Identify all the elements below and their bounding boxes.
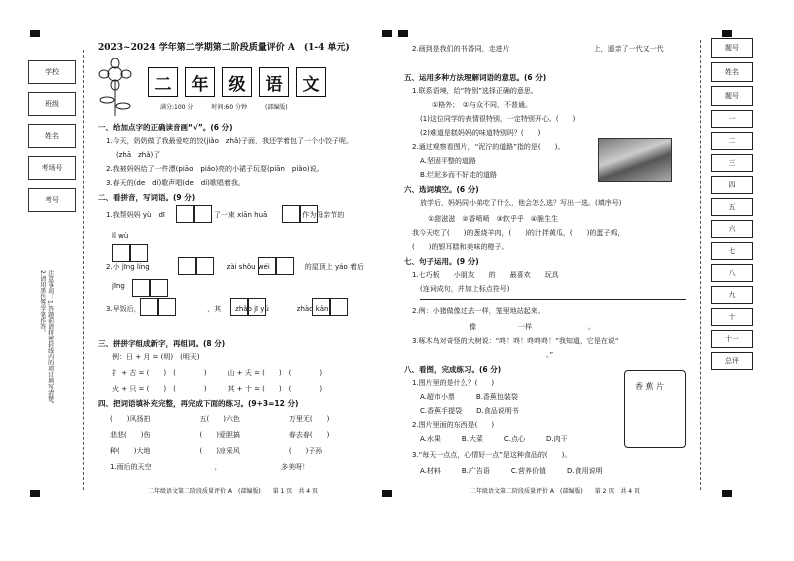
score-row[interactable]: 五 bbox=[711, 198, 753, 216]
grade-char: 语 bbox=[259, 67, 289, 97]
answer-option: A.材料 B.广告语 C.营养价值 D.食用说明 bbox=[420, 467, 603, 475]
registration-mark bbox=[382, 30, 392, 37]
seal-line bbox=[83, 50, 84, 490]
question-text: (2)难道是糕妈妈的味道特别吗？( ) bbox=[420, 129, 541, 137]
writing-grid[interactable] bbox=[330, 298, 348, 316]
registration-mark bbox=[722, 490, 732, 497]
registration-mark bbox=[398, 30, 408, 37]
bag-label: 香 蕉 片 bbox=[635, 382, 665, 391]
question-text: (连词成句，并加上标点符号) bbox=[420, 285, 510, 293]
question-text: (1)这位同学的表情很特别，一定特别开心。( ) bbox=[420, 115, 576, 123]
question-text: jīng bbox=[112, 282, 125, 290]
score-row[interactable]: 十一 bbox=[711, 330, 753, 348]
question-text: 。” bbox=[420, 351, 554, 359]
question-text: 1.七巧板 小朋友 的 最喜欢 玩具 bbox=[412, 271, 559, 279]
school-field[interactable]: 学校 bbox=[28, 60, 76, 84]
notice-text: 注意事项：1.答题前请将密封线内的项目填写清楚。2.请用黑色签字笔作答。 bbox=[38, 270, 54, 408]
question-text: 3.早饭后， ，其 zhǎo jī yú zhào kǎn bbox=[106, 305, 357, 313]
section-title: 四、把词语填补充完整，再完成下面的练习。(9+3=12 分) bbox=[98, 399, 299, 408]
question-text: 1.联系语境，给“特别”选择正确的意思。 bbox=[412, 87, 538, 95]
answer-option: A.坚固平整的道路 bbox=[420, 157, 476, 165]
answer-option: A.超市小票 B.香蕉包装袋 bbox=[420, 393, 518, 401]
flower-decoration-icon bbox=[95, 58, 135, 118]
answer-option: A.水果 B.大菜 C.点心 D.肉干 bbox=[420, 435, 568, 443]
writing-grid[interactable] bbox=[112, 244, 130, 262]
question-text: (zhā zhǎ)了 bbox=[116, 151, 161, 159]
score-table bbox=[711, 38, 753, 374]
writing-grid[interactable] bbox=[230, 298, 248, 316]
writing-grid[interactable] bbox=[176, 205, 194, 223]
seal-line bbox=[700, 40, 701, 490]
question-text: 1.图片里的是什么？( ) bbox=[412, 379, 495, 387]
score-row[interactable]: 二 bbox=[711, 132, 753, 150]
example-text: 例：日 + 月 = (明) (明天) bbox=[112, 353, 200, 361]
word-options: ①甜滋滋 ②香喷喷 ③软乎乎 ④脆生生 bbox=[428, 215, 559, 223]
score-total[interactable]: 总评 bbox=[711, 352, 753, 370]
section-title: 六、选词填空。(6 分) bbox=[404, 185, 479, 194]
class-field[interactable]: 班级 bbox=[28, 92, 76, 116]
writing-grid[interactable] bbox=[178, 257, 196, 275]
question-text: 2.画到是我们的书香同，走进片 上，遥亲了一代又一代 bbox=[412, 45, 664, 53]
question-text: 2.小 jīng líng zài shǒu wéi 的屋顶上 yáo 着后 bbox=[106, 263, 364, 271]
question-text: 3.“每天一点点，心情好一点”是这种食品的( )。 bbox=[412, 451, 572, 459]
student-info-sidebar bbox=[28, 60, 74, 220]
question-text: ①格外； ②与众不同，不普通。 bbox=[432, 101, 533, 109]
question-text: 种( )大地 ( )凉采风 ( )子孙 bbox=[110, 447, 323, 455]
question-text: 1.我帮妈妈 yù dī 了一束 xiān huā 作为母亲节的 bbox=[106, 211, 345, 219]
question-text: 我今天吃了( )的葱烧羊肉，( )的汁拌黄瓜，( )的蛋子鸡， bbox=[412, 229, 625, 237]
writing-grid[interactable] bbox=[194, 205, 212, 223]
score-row[interactable]: 一 bbox=[711, 110, 753, 128]
question-text: 2.例：小猪做像过去一样，笼里地站起来。 bbox=[412, 307, 545, 315]
question-text: 放学后，妈妈同小弟吃了什么，他会怎么选？写出一选。(填序号) bbox=[420, 199, 622, 207]
section-title: 五、运用多种方法理解词语的意思。(6 分) bbox=[404, 73, 547, 82]
question-text: 像 一样 。 bbox=[420, 323, 595, 331]
question-text: 1.今天，奶奶做了我最爱吃的饺(jiǎo zhǎ)子面，我还学着包了一个小饺子呢。 bbox=[106, 137, 354, 145]
question-text: 火 + 只 = ( ) ( ) 其 + 十 = ( ) ( ) bbox=[112, 385, 323, 393]
question-text: 3.啄木鸟对奇怪的大树说：“咚！咚！咚咚咚！”我知道，它是在说“ bbox=[412, 337, 640, 345]
score-row[interactable]: 八 bbox=[711, 264, 753, 282]
section-title: 一、给加点字的正确读音画“√”。(6 分) bbox=[98, 123, 233, 132]
section-title: 八、看图，完成练习。(6 分) bbox=[404, 365, 502, 374]
writing-grid[interactable] bbox=[312, 298, 330, 316]
writing-grid[interactable] bbox=[282, 205, 300, 223]
question-text: 1.雨后的天空 ， 多美呀！ bbox=[110, 463, 310, 471]
score-row[interactable]: 四 bbox=[711, 176, 753, 194]
page-footer: 二年级语文第二阶段质量评价 A (部编版) 第 1 页 共 4 页 bbox=[148, 488, 318, 495]
score-header: 题号 bbox=[711, 86, 753, 106]
writing-grid[interactable] bbox=[248, 298, 266, 316]
score-header: 题号 bbox=[711, 38, 753, 58]
question-text: ( )风扬拍 五( )六色 万里无( ) bbox=[110, 415, 330, 423]
question-text: 悲悲( )伤 ( )爱胆搞 春去春( ) bbox=[110, 431, 330, 439]
question-text: 2.通过观察看图片，“泥泞的道路”指的是( )。 bbox=[412, 143, 565, 151]
registration-mark bbox=[30, 30, 40, 37]
question-text: 3.春天的(de dí)歌声唱(de dí)歌唱着我。 bbox=[106, 179, 245, 187]
registration-mark bbox=[30, 490, 40, 497]
writing-grid[interactable] bbox=[158, 298, 176, 316]
writing-grid[interactable] bbox=[196, 257, 214, 275]
section-title: 二、看拼音，写词语。(9 分) bbox=[98, 193, 196, 202]
section-title: 三、拼拼字组成新字，再组词。(8 分) bbox=[98, 339, 226, 348]
page-footer: 二年级语文第二阶段质量评价 A (部编版) 第 2 页 共 4 页 bbox=[470, 488, 640, 495]
answer-line[interactable] bbox=[420, 299, 686, 300]
snack-bag-picture bbox=[624, 370, 686, 448]
score-row[interactable]: 九 bbox=[711, 286, 753, 304]
answer-option: B.烂泥多而不好走的道路 bbox=[420, 171, 498, 179]
question-text: 2.我被妈妈给了一件漂(piāo piǎo)亮的小裙子玩耍(piān piǎo)说。 bbox=[106, 165, 324, 173]
writing-grid[interactable] bbox=[258, 257, 276, 275]
writing-grid[interactable] bbox=[150, 279, 168, 297]
exam-room-field[interactable]: 考场号 bbox=[28, 156, 76, 180]
answer-option: C.香蕉手提袋 D.食品说明书 bbox=[420, 407, 519, 415]
registration-mark bbox=[722, 30, 732, 37]
score-row[interactable]: 三 bbox=[711, 154, 753, 172]
score-row[interactable]: 十 bbox=[711, 308, 753, 326]
writing-grid[interactable] bbox=[140, 298, 158, 316]
writing-grid[interactable] bbox=[132, 279, 150, 297]
name-field[interactable]: 姓名 bbox=[28, 124, 76, 148]
writing-grid[interactable] bbox=[130, 244, 148, 262]
registration-mark bbox=[382, 490, 392, 497]
grade-char: 级 bbox=[222, 67, 252, 97]
exam-number-field[interactable]: 考号 bbox=[28, 188, 76, 212]
exam-info: 满分:100 分 时间:60 分钟 (部编版) bbox=[160, 104, 288, 111]
question-text: lǐ wù bbox=[112, 232, 129, 240]
score-row[interactable]: 六 bbox=[711, 220, 753, 238]
score-header: 姓名 bbox=[711, 62, 753, 82]
question-text: 2.图片里面的东西是( ) bbox=[412, 421, 495, 429]
writing-grid[interactable] bbox=[276, 257, 294, 275]
score-row[interactable]: 七 bbox=[711, 242, 753, 260]
writing-grid[interactable] bbox=[300, 205, 318, 223]
muddy-road-photo bbox=[598, 138, 672, 182]
grade-char: 年 bbox=[185, 67, 215, 97]
exam-title: 2023~2024 学年第二学期第二阶段质量评价 A (1-4 单元) bbox=[98, 43, 350, 53]
grade-char: 二 bbox=[148, 67, 178, 97]
section-title: 七、句子运用。(9 分) bbox=[404, 257, 479, 266]
question-text: 扌 + 古 = ( ) ( ) 山 + 夭 = ( ) ( ) bbox=[112, 369, 323, 377]
grade-char: 文 bbox=[296, 67, 326, 97]
question-text: ( )的银耳糕和美味的橙子。 bbox=[412, 243, 509, 251]
